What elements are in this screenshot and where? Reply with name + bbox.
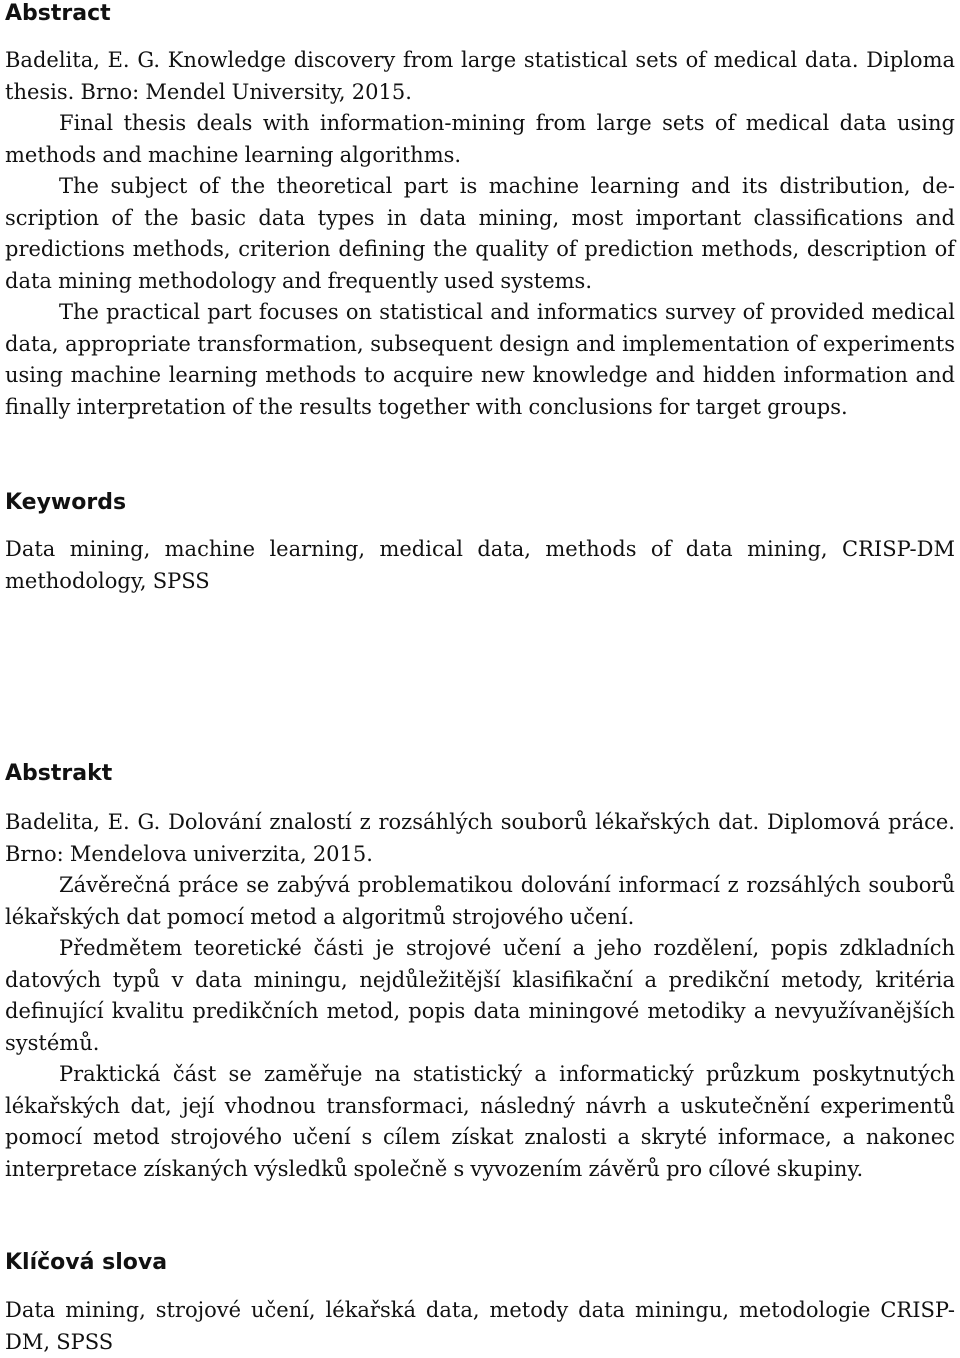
- czech-citation: Badelita, E. G. Dolování znalostí z rozsáhlých souborů lékařských dat. Diplomová práce. Brno: Mendelova univerzita, 2015.: [5, 810, 955, 866]
- abstract-heading: Abstract: [5, 1, 111, 26]
- english-citation: Badelita, E. G. Knowledge discovery from large statistical sets of medical data. Diploma thesis. Brno: Mendel University, 2015.: [5, 48, 955, 104]
- czech-paragraph-intro: Závěrečná práce se zabývá problematikou dolování informací z rozsáhlých souborů lékařských dat pomocí metod a algoritmů strojového učení.: [5, 873, 955, 929]
- klicova-slova-heading: Klíčová slova: [5, 1250, 168, 1275]
- english-paragraph-practical: The practical part focuses on statistical and informatics survey of provided medical data, appropriate transformation, subsequent design and implementation of experiments using machine learning methods to acquire new knowledge and hidden information and finally interpretation of the results together with conclusions for target groups.: [5, 300, 955, 419]
- english-paragraph-intro: Final thesis deals with information-mining from large sets of medical data using methods and machine learning algorithms.: [5, 111, 955, 167]
- english-keywords: Data mining, machine learning, medical data, methods of data mining, CRISP-DM methodology, SPSS: [5, 537, 955, 593]
- abstrakt-heading: Abstrakt: [5, 761, 113, 786]
- keywords-heading: Keywords: [5, 490, 127, 515]
- czech-paragraph-practical: Praktická část se zaměřuje na statistický a informatický průzkum poskytnutých lékařských dat, její vhodnou transformaci, následný návrh a uskutečnění experimentů pomocí metod strojového učení s cílem získat znalosti a skryté informace, a nakonec interpretace získaných výsledků společně s vyvozením závěrů pro cílové skupiny.: [5, 1062, 955, 1181]
- english-paragraph-theoretical: The subject of the theoretical part is machine learning and its distribution, description of the basic data types in data mining, most important classifications and predictions methods, criterion defining the quality of prediction methods, description of data mining methodology and frequently used systems.: [5, 174, 955, 293]
- czech-paragraph-theoretical: Předmětem teoretické části je strojové učení a jeho rozdělení, popis zdkladních datových typů v data miningu, nejdůležitější klasifikační a predikční metody, kritéria definující kvalitu predikčních metod, popis data miningové metodiky a nevyužívanějších systémů.: [5, 936, 955, 1055]
- czech-keywords: Data mining, strojové učení, lékařská data, metody data miningu, metodologie CRISP-DM, SPSS: [5, 1298, 955, 1354]
